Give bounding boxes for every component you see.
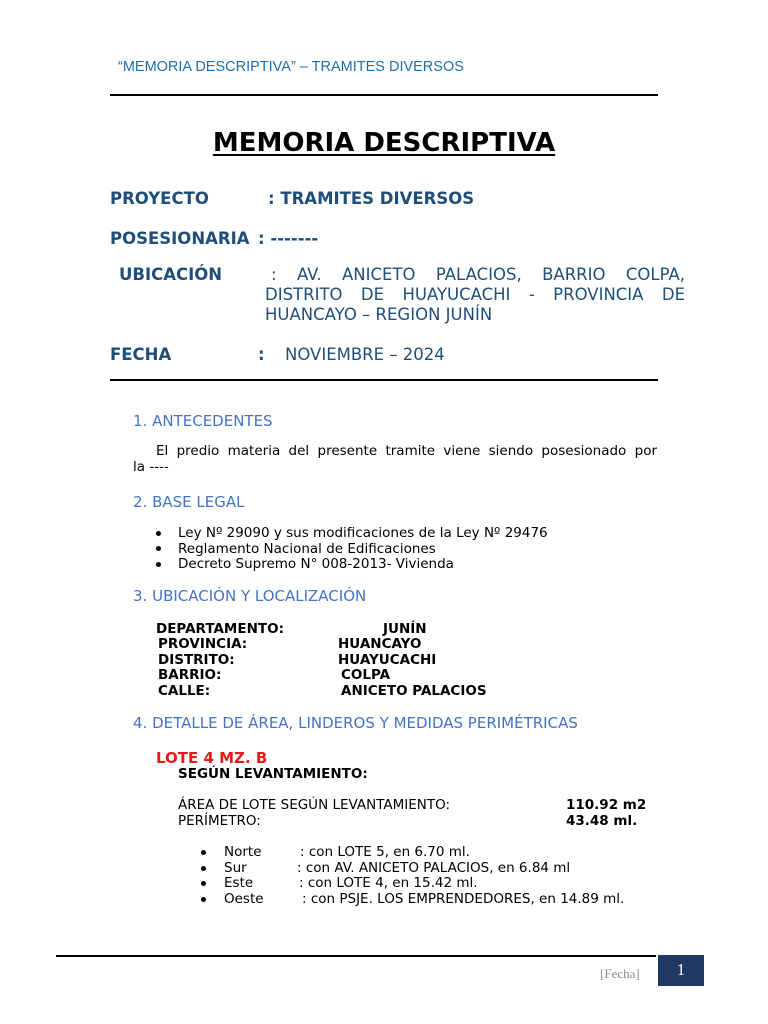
list-item bbox=[156, 556, 548, 572]
bullet-icon bbox=[156, 531, 161, 536]
section-3-number: 3. bbox=[133, 587, 148, 605]
footer-rule bbox=[56, 955, 656, 957]
lindero-oeste-desc: : con PSJE. LOS EMPRENDEDORES, en 14.89 ml. bbox=[302, 891, 625, 907]
antecedentes-text bbox=[133, 444, 657, 475]
posesionaria-label: POSESIONARIA bbox=[110, 229, 250, 248]
section-4-heading bbox=[133, 714, 578, 732]
list-item bbox=[156, 525, 548, 541]
section-4-number: 4. bbox=[133, 714, 148, 732]
section-1-number: 1. bbox=[133, 412, 148, 430]
section-3-heading bbox=[133, 587, 366, 605]
bullet-icon bbox=[156, 562, 161, 567]
section-4-title: DETALLE DE ÁREA, LINDEROS Y MEDIDAS PERIMÉTRICAS bbox=[152, 714, 578, 732]
section-2-title: BASE LEGAL bbox=[152, 493, 245, 511]
section-2-number: 2. bbox=[133, 493, 148, 511]
lindero-sur-dir: Sur bbox=[224, 860, 247, 876]
info-rule bbox=[110, 379, 658, 381]
provincia-label: PROVINCIA: bbox=[158, 636, 248, 652]
departamento-label: DEPARTAMENTO: bbox=[156, 621, 284, 637]
ubicacion-label: UBICACIÓN bbox=[119, 265, 223, 284]
bullet-icon bbox=[156, 546, 161, 551]
area-label: ÁREA DE LOTE SEGÚN LEVANTAMIENTO: bbox=[178, 797, 451, 813]
section-1-heading bbox=[133, 412, 273, 430]
segun-levantamiento: SEGÚN LEVANTAMIENTO: bbox=[178, 766, 368, 782]
ubicacion-value bbox=[265, 265, 685, 325]
distrito-label: DISTRITO: bbox=[158, 652, 235, 668]
barrio-value: COLPA bbox=[341, 667, 391, 683]
barrio-label: BARRIO: bbox=[158, 667, 222, 683]
bullet-icon bbox=[201, 897, 206, 902]
lote-title: LOTE 4 MZ. B bbox=[156, 749, 268, 767]
bullet-icon bbox=[201, 866, 206, 871]
antecedentes-line-2: la ---- bbox=[133, 458, 169, 475]
fecha-label: FECHA bbox=[110, 345, 172, 364]
posesionaria-value: : ------- bbox=[258, 229, 319, 248]
bullet-icon bbox=[201, 850, 206, 855]
section-3-title: UBICACIÓN Y LOCALIZACIÓN bbox=[152, 587, 367, 605]
document-title: MEMORIA DESCRIPTIVA bbox=[212, 128, 556, 158]
perimetro-label: PERÍMETRO: bbox=[178, 813, 261, 829]
ubicacion-line-3: HUANCAYO – REGION JUNÍN bbox=[265, 305, 493, 324]
calle-value: ANICETO PALACIOS bbox=[341, 683, 487, 699]
list-item bbox=[156, 541, 548, 557]
lindero-este-dir: Este bbox=[224, 875, 254, 891]
departamento-value: JUNÍN bbox=[383, 621, 427, 637]
proyecto-value: : TRAMITES DIVERSOS bbox=[268, 189, 475, 208]
section-2-heading bbox=[133, 493, 245, 511]
running-header: “MEMORIA DESCRIPTIVA” – TRAMITES DIVERSOS bbox=[118, 59, 464, 75]
calle-label: CALLE: bbox=[158, 683, 211, 699]
list-item-text: Ley Nº 29090 y sus modificaciones de la Ley Nº 29476 bbox=[178, 525, 548, 541]
section-1-title: ANTECEDENTES bbox=[152, 412, 273, 430]
footer-fecha: [Fecha] bbox=[600, 966, 640, 981]
bullet-icon bbox=[201, 881, 206, 886]
distrito-value: HUAYUCACHI bbox=[338, 652, 437, 668]
lindero-norte-desc: : con LOTE 5, en 6.70 ml. bbox=[300, 844, 470, 860]
list-item-text: Reglamento Nacional de Edificaciones bbox=[178, 540, 436, 557]
provincia-value: HUANCAYO bbox=[338, 636, 422, 652]
proyecto-label: PROYECTO bbox=[110, 189, 209, 208]
fecha-value: NOVIEMBRE – 2024 bbox=[285, 345, 445, 364]
area-value: 110.92 m2 bbox=[566, 797, 647, 813]
perimetro-value: 43.48 ml. bbox=[566, 813, 638, 829]
antecedentes-line-1: El predio materia del presente tramite viene siendo posesionado por bbox=[156, 443, 657, 459]
header-rule bbox=[110, 94, 658, 96]
lindero-sur-desc: : con AV. ANICETO PALACIOS, en 6.84 ml bbox=[297, 860, 571, 876]
lindero-oeste-dir: Oeste bbox=[224, 891, 264, 907]
fecha-colon: : bbox=[258, 345, 265, 364]
lindero-norte-dir: Norte bbox=[224, 844, 262, 860]
base-legal-list bbox=[156, 525, 548, 572]
list-item-text: Decreto Supremo N° 008-2013- Vivienda bbox=[178, 556, 454, 572]
ubicacion-line-1: : AV. ANICETO PALACIOS, BARRIO COLPA, bbox=[271, 265, 685, 284]
lindero-este-desc: : con LOTE 4, en 15.42 ml. bbox=[299, 875, 478, 891]
ubicacion-line-2: DISTRITO DE HUAYUCACHI - PROVINCIA DE bbox=[265, 285, 685, 304]
page-number: 1 bbox=[676, 960, 686, 979]
